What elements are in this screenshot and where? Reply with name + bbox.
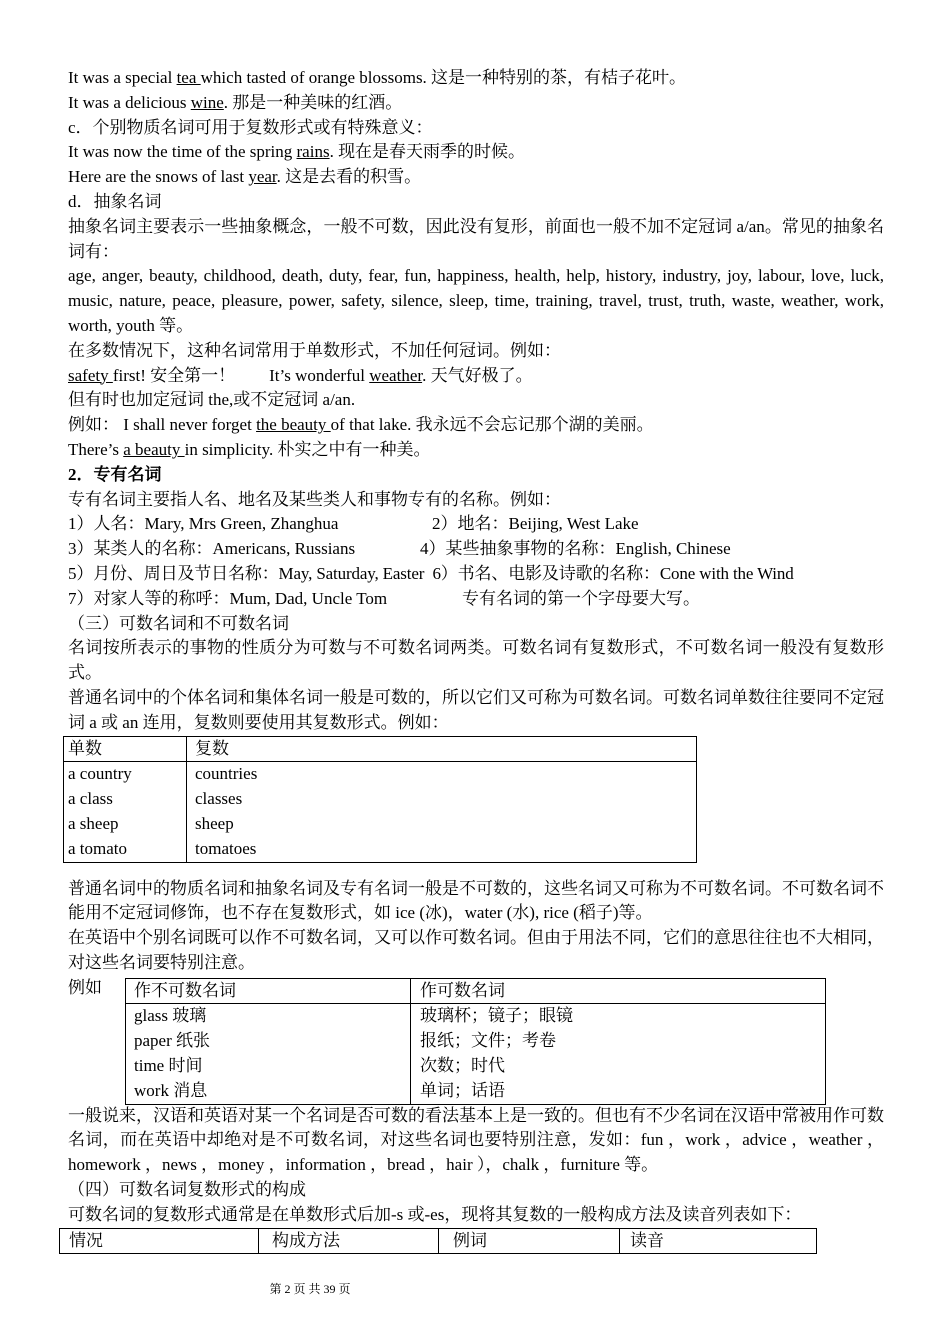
paragraph: 名词按所表示的事物的性质分为可数与不可数名词两类。可数名词有复数形式，不可数名词一般没有复数形式。 (68, 638, 884, 683)
table-row (126, 1004, 826, 1104)
list-line: 7）对家人等的称呼：Mum, Dad, Uncle Tom 专有名词的第一个字母要大写。 (68, 588, 700, 608)
example-line: There’s a beauty in simplicity. 朴实之中有一种美。 (68, 439, 431, 459)
example-table-block (68, 976, 884, 1104)
example-line: It was a special tea which tasted of orange blossoms. 这是一种特别的茶，有桔子花叶。 (68, 68, 687, 87)
table-header: 情况 (60, 1228, 259, 1254)
section-heading: （四）可数名词复数形式的构成 (68, 1180, 306, 1200)
section-heading: （三）可数名词和不可数名词 (68, 613, 289, 633)
table-header: 读音 (620, 1228, 817, 1254)
table-header-row (64, 736, 697, 762)
paragraph: 可数名词的复数形式通常是在单数形式后加-s 或-es，现将其复数的一般构成方法及读音列表如下： (68, 1204, 802, 1224)
example-line: It was a delicious wine. 那是一种美味的红酒。 (68, 92, 403, 112)
paragraph: 在英语中个别名词既可以作不可数名词，又可以作可数名词。但由于用法不同，它们的意思往往也不大相同，对这些名词要特别注意。 (68, 928, 884, 972)
plural-formation-table (59, 1228, 817, 1255)
table-header: 复数 (187, 736, 697, 762)
paragraph: 抽象名词主要表示一些抽象概念，一般不可数，因此没有复形，前面也一般不加不定冠词 a/an。常见的抽象名词有： (68, 216, 884, 261)
singular-plural-table (63, 736, 697, 863)
table-cell: glass 玻璃 paper 纸张 time 时间 work 消息 (126, 1004, 411, 1104)
example-line: Here are the snows of last year. 这是去看的积雪。 (68, 167, 422, 187)
paragraph: age, anger, beauty, childhood, death, duty, fear, fun, happiness, health, help, history, industry, joy, labour, love, luck, music, nature, peace, pleasure, power, safety, silence, sleep, time, training, travel, trust, truth, waste, weather, work, worth, youth 等。 (68, 266, 884, 335)
countable-uncountable-table (125, 978, 826, 1105)
paragraph: 普通名词中的个体名词和集体名词一般是可数的，所以它们又可称为可数名词。可数名词单数往往要同不定冠词 a 或 an 连用，复数则要使用其复数形式。例如： (68, 687, 884, 732)
table-cell: 玻璃杯；镜子；眼镜 报纸；文件；考卷 次数；时代 单词；话语 (411, 1004, 826, 1104)
example-line: 例如： I shall never forget the beauty of that lake. 我永远不会忘记那个湖的美丽。 (68, 415, 654, 435)
list-line: 1）人名：Mary, Mrs Green, Zhanghua 2）地名：Beijing, West Lake (68, 514, 639, 534)
example-line: safety first! 安全第一！ It’s wonderful weather. 天气好极了。 (68, 365, 533, 385)
document-page (68, 66, 884, 1254)
table-cell: a country a class a sheep a tomato (64, 762, 187, 862)
paragraph: 在多数情况下，这种名词常用于单数形式，不加任何冠词。例如： (68, 340, 561, 360)
subheading: c．个别物质名词可用于复数形式或有特殊意义： (68, 117, 433, 137)
table-header: 作可数名词 (411, 978, 826, 1004)
spacer (68, 863, 884, 877)
list-line: 5）月份、周日及节日名称：May, Saturday, Easter 6）书名、电影及诗歌的名称：Cone with the Wind (68, 563, 794, 583)
section-heading: 2．专有名词 (68, 464, 162, 484)
table-header-row (60, 1228, 817, 1254)
example-line: It was now the time of the spring rains. 现在是春天雨季的时候。 (68, 142, 526, 162)
paragraph: 专有名词主要指人名、地名及某些类人和事物专有的名称。例如： (68, 489, 561, 509)
table-cell: countries classes sheep tomatoes (187, 762, 697, 862)
subheading: d．抽象名词 (68, 191, 162, 211)
list-line: 3）某类人的名称：Americans, Russians 4）某些抽象事物的名称：English, Chinese (68, 539, 731, 559)
table-header: 作不可数名词 (126, 978, 411, 1004)
table-row (64, 762, 697, 862)
paragraph: 普通名词中的物质名词和抽象名词及专有名词一般是不可数的，这些名词又可称为不可数名词。不可数名词不能用不定冠词修饰，也不存在复数形式，如 ice (冰)，water (水), rice (稻子)等。 (68, 878, 884, 923)
table-header: 构成方法 (259, 1228, 439, 1254)
paragraph: 一般说来，汉语和英语对某一个名词是否可数的看法基本上是一致的。但也有不少名词在汉语中常被用作可数名词，而在英语中却绝对是不可数名词，对这些名词也要特别注意，发如：fun ，work ，advice ，weather ，homework ，news ，money ，information ，bread ，hair ），chalk ，furniture 等。 (68, 1105, 884, 1175)
table-header: 例词 (439, 1228, 620, 1254)
page-footer: 第 2 页 共 39 页 (269, 1282, 351, 1296)
paragraph: 但有时也加定冠词 the,或不定冠词 a/an. (68, 390, 356, 410)
table-header-row (126, 978, 826, 1004)
example-label: 例如 (68, 977, 102, 997)
table-header: 单数 (64, 736, 187, 762)
